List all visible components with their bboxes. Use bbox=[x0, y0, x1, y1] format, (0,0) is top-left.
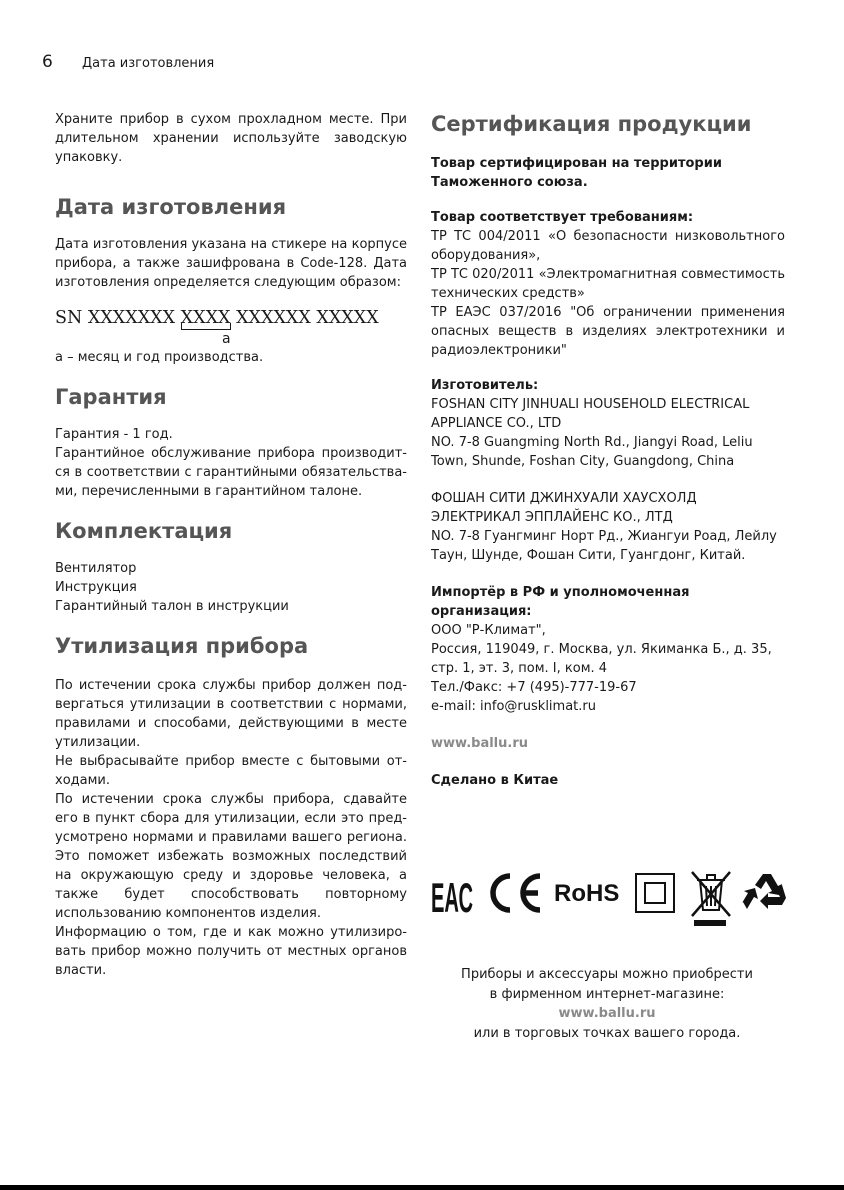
manufacture-date-text: Дата изготовления указана на стикере на корпусе прибора, а также зашифрована в Code-128. Дата изготовления определяется следующим образом: bbox=[55, 237, 407, 290]
importer-phone: Тел./Факс: +7 (495)-777-19-67 bbox=[431, 680, 637, 695]
kit-item: Вентилятор bbox=[55, 561, 137, 576]
svg-text:RoHS: RoHS bbox=[554, 880, 620, 907]
disposal-paragraph: Не выбрасывайте прибор вместе с бытовыми от-ходами. bbox=[55, 754, 407, 788]
requirements-heading: Товар соответствует требованиям: bbox=[431, 210, 694, 225]
manufacture-date-heading: Дата изготовления bbox=[55, 195, 287, 219]
disposal-paragraph: Информацию о том, где и как можно утилизиро-вать прибор можно получить от местных органов власти. bbox=[55, 925, 407, 978]
requirement-item: ТР ТС 004/2011 «О безопасности низковольтного оборудования», bbox=[431, 229, 785, 263]
ce-mark-icon bbox=[493, 876, 540, 910]
importer-address: Россия, 119049, г. Москва, ул. Якиманка Б., д. 35, bbox=[431, 642, 772, 657]
kit-item: Гарантийный талон в инструкции bbox=[55, 599, 289, 614]
serial-number-format bbox=[55, 306, 407, 330]
purchase-line: Приборы и аксессуары можно приобрести bbox=[461, 967, 753, 982]
kit-item: Инструкция bbox=[55, 580, 137, 595]
kit-heading: Комплектация bbox=[55, 519, 233, 543]
manufacturer-address-en: NO. 7-8 Guangming North Rd., Jiangyi Road, Leliu Town, Shunde, Foshan City, Guangdong, China bbox=[431, 435, 753, 469]
importer-address: стр. 1, эт. 3, пом. I, ком. 4 bbox=[431, 661, 608, 676]
sn-note: а – месяц и год производства. bbox=[55, 350, 264, 365]
importer-heading: Импортёр в РФ и уполномоченная организация: bbox=[431, 585, 690, 619]
rohs-icon bbox=[554, 880, 619, 907]
sn-suffix: XXXXXX XXXXX bbox=[236, 308, 379, 328]
warranty-service: Гарантийное обслуживание прибора производит-ся в соответствии с гарантийными обязательства-ми, перечисленными в гарантийном талоне. bbox=[55, 446, 407, 499]
manufacturer-heading: Изготовитель: bbox=[431, 378, 539, 393]
disposal-heading: Утилизация прибора bbox=[55, 634, 309, 658]
purchase-info bbox=[430, 965, 784, 1043]
manufacturer-address-ru: NO. 7-8 Гуангминг Норт Рд., Жиангуи Роад, Лейлу Таун, Шунде, Фошан Сити, Гуангдонг, Китай. bbox=[431, 529, 777, 563]
website-link[interactable]: www.ballu.ru bbox=[431, 736, 528, 751]
eac-mark-icon bbox=[431, 874, 473, 921]
certification-marks bbox=[430, 868, 790, 928]
requirement-item: ТР ЕАЭС 037/2016 "Об ограничении применения опасных веществ в изделиях электротехники и радиоэлектроники" bbox=[431, 305, 785, 358]
sn-date-code: XXXX bbox=[180, 308, 231, 328]
manufacturer-name-ru: ФОШАН СИТИ ДЖИНХУАЛИ ХАУСХОЛД ЭЛЕКТРИКАЛ ЭППЛАЙЕНС КО., ЛТД bbox=[431, 491, 697, 525]
importer-company: ООО "Р-Климат", bbox=[431, 623, 546, 638]
certification-heading: Сертификация продукции bbox=[431, 112, 752, 136]
warranty-period: Гарантия - 1 год. bbox=[55, 427, 173, 442]
disposal-paragraph: По истечении срока службы прибора, сдавайте его в пункт сбора для утилизации, если это пред-усмотрено нормами и правилами вашего региона. Это поможет избежать возможных последствий на окружающую среду и здоровье человека, а также будет способствовать повторному использованию компонентов изделия. bbox=[55, 792, 407, 921]
disposal-paragraph: По истечении срока службы прибор должен под-вергаться утилизации в соответствии с нормами, правилами и способами, действующими в месте утилизации. bbox=[55, 678, 407, 750]
made-in-text: Сделано в Китае bbox=[431, 773, 559, 788]
left-column bbox=[55, 110, 407, 980]
weee-bin-icon bbox=[692, 872, 730, 926]
page-number: 6 bbox=[42, 52, 53, 72]
manufacturer-name-en: FOSHAN CITY JINHUALI HOUSEHOLD ELECTRICAL APPLIANCE CO., LTD bbox=[431, 397, 750, 431]
right-column bbox=[431, 110, 785, 790]
bottom-border bbox=[0, 1185, 844, 1190]
shop-link[interactable]: www.ballu.ru bbox=[558, 1006, 656, 1021]
purchase-line: или в торговых точках вашего города. bbox=[473, 1025, 741, 1041]
warranty-heading: Гарантия bbox=[55, 385, 167, 409]
sn-mark-label: a bbox=[222, 331, 231, 347]
running-title: Дата изготовления bbox=[82, 56, 215, 71]
certified-text: Товар сертифицирован на территории Таможенного союза. bbox=[431, 156, 722, 190]
requirement-item: ТР ТС 020/2011 «Электромагнитная совместимость технических средств» bbox=[431, 267, 785, 301]
storage-text: Храните прибор в сухом прохладном месте. При длительном хранении используйте заводскую упаковку. bbox=[55, 112, 407, 165]
importer-email: e-mail: info@rusklimat.ru bbox=[431, 699, 596, 714]
purchase-line: в фирменном интернет-магазине: bbox=[489, 986, 725, 1002]
svg-text:ЕАС: ЕАС bbox=[431, 874, 473, 921]
double-insulation-icon bbox=[636, 874, 674, 912]
recycle-icon bbox=[742, 874, 786, 909]
sn-prefix: SN XXXXXXX bbox=[55, 308, 176, 328]
